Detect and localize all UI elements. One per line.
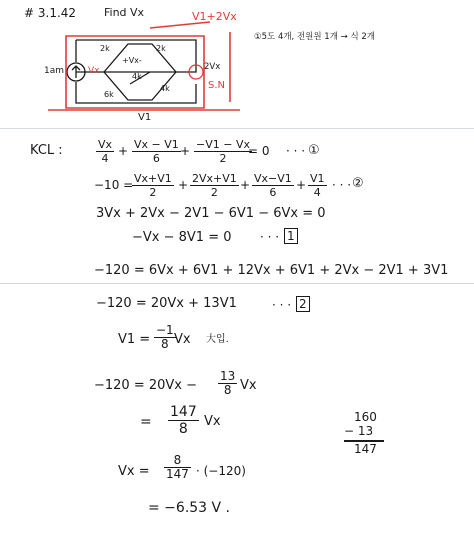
kcl-label: KCL : (30, 143, 63, 158)
resistor-top-right: 2k (156, 44, 166, 53)
plus-sign: + (118, 144, 129, 158)
boxed-tag: 2 (296, 296, 310, 312)
fraction: $\frac{13}{8}$ (220, 369, 236, 397)
continuation-dots: · · · (286, 144, 306, 158)
equation-lhs: V1 = (118, 332, 151, 347)
fraction: $\frac{Vx+V1}{2}$ (134, 172, 172, 199)
equation-line: −120 = 6Vx + 6V1 + 12Vx + 6V1 + 2Vx − 2V1 + 3V1 (94, 263, 449, 278)
equation-lhs: −10 = (94, 178, 134, 192)
fraction: $\frac{2Vx+V1}{2}$ (192, 172, 237, 199)
side-calc-line: 160 (354, 410, 377, 424)
resistor-bottom-right: 4k (160, 84, 170, 93)
side-note: 大입. (206, 334, 229, 345)
task-label: Find Vx (104, 6, 145, 19)
variable: Vx (204, 414, 221, 429)
fraction: $\frac{8}{147}$ (166, 453, 189, 481)
equation-tag: ① (308, 143, 320, 158)
equation-line: −Vx − 8V1 = 0 (132, 230, 232, 245)
variable: Vx (174, 332, 191, 347)
dependent-source-label: +Vx- (122, 56, 142, 65)
plus-sign: + (180, 144, 191, 158)
red-top-label: V1+2Vx (192, 10, 237, 23)
fraction: $\frac{147}{8}$ (170, 404, 197, 437)
resistor-top-left: 2k (100, 44, 110, 53)
side-source-label: 2Vx (204, 62, 221, 72)
equation-lhs: Vx = (118, 464, 150, 479)
fraction: $\frac{Vx}{4}$ (98, 138, 113, 165)
resistor-middle: 4k (132, 72, 142, 81)
v1-label: V1 (138, 112, 152, 123)
supernode-label: S.N (208, 80, 226, 91)
equation-line: −120 = 20Vx + 13V1 (96, 296, 237, 311)
equation-lhs: = (140, 414, 152, 430)
plus-sign: + (178, 178, 189, 192)
plus-sign: + (240, 178, 251, 192)
vx-node-label: Vx (88, 66, 100, 76)
resistor-bottom-left: 6k (104, 90, 114, 99)
equation-rest: · (−120) (196, 464, 246, 478)
continuation-dots: · · · (332, 178, 352, 192)
plus-sign: + (296, 178, 307, 192)
page-rule (0, 283, 474, 284)
fraction: $\frac{-V1 - Vx}{2}$ (196, 138, 250, 165)
variable: Vx (240, 378, 257, 393)
continuation-dots: · · · (272, 298, 292, 312)
boxed-tag: 1 (284, 228, 298, 244)
side-calc-line: 147 (354, 442, 377, 456)
equation-tag: ② (352, 176, 364, 191)
problem-number: # 3.1.42 (24, 6, 77, 20)
equation-line: 3Vx + 2Vx − 2V1 − 6V1 − 6Vx = 0 (96, 206, 326, 221)
fraction: $\frac{-1}{8}$ (156, 323, 174, 351)
source-label: 1am (44, 66, 65, 76)
final-answer: = −6.53 V . (148, 500, 231, 516)
side-calc-line: − 13 (344, 424, 374, 438)
fraction: $\frac{Vx - V1}{6}$ (134, 138, 179, 165)
equation-lhs: −120 = 20Vx − (94, 378, 198, 393)
fraction: $\frac{V1}{4}$ (310, 172, 325, 199)
equation-rhs: = 0 (248, 144, 270, 158)
note-text: ①5도 4개, 전원원 1개 → 식 2개 (254, 32, 375, 42)
continuation-dots: · · · (260, 230, 280, 244)
fraction: $\frac{Vx-V1}{6}$ (254, 172, 292, 199)
circuit-diagram (0, 0, 474, 130)
